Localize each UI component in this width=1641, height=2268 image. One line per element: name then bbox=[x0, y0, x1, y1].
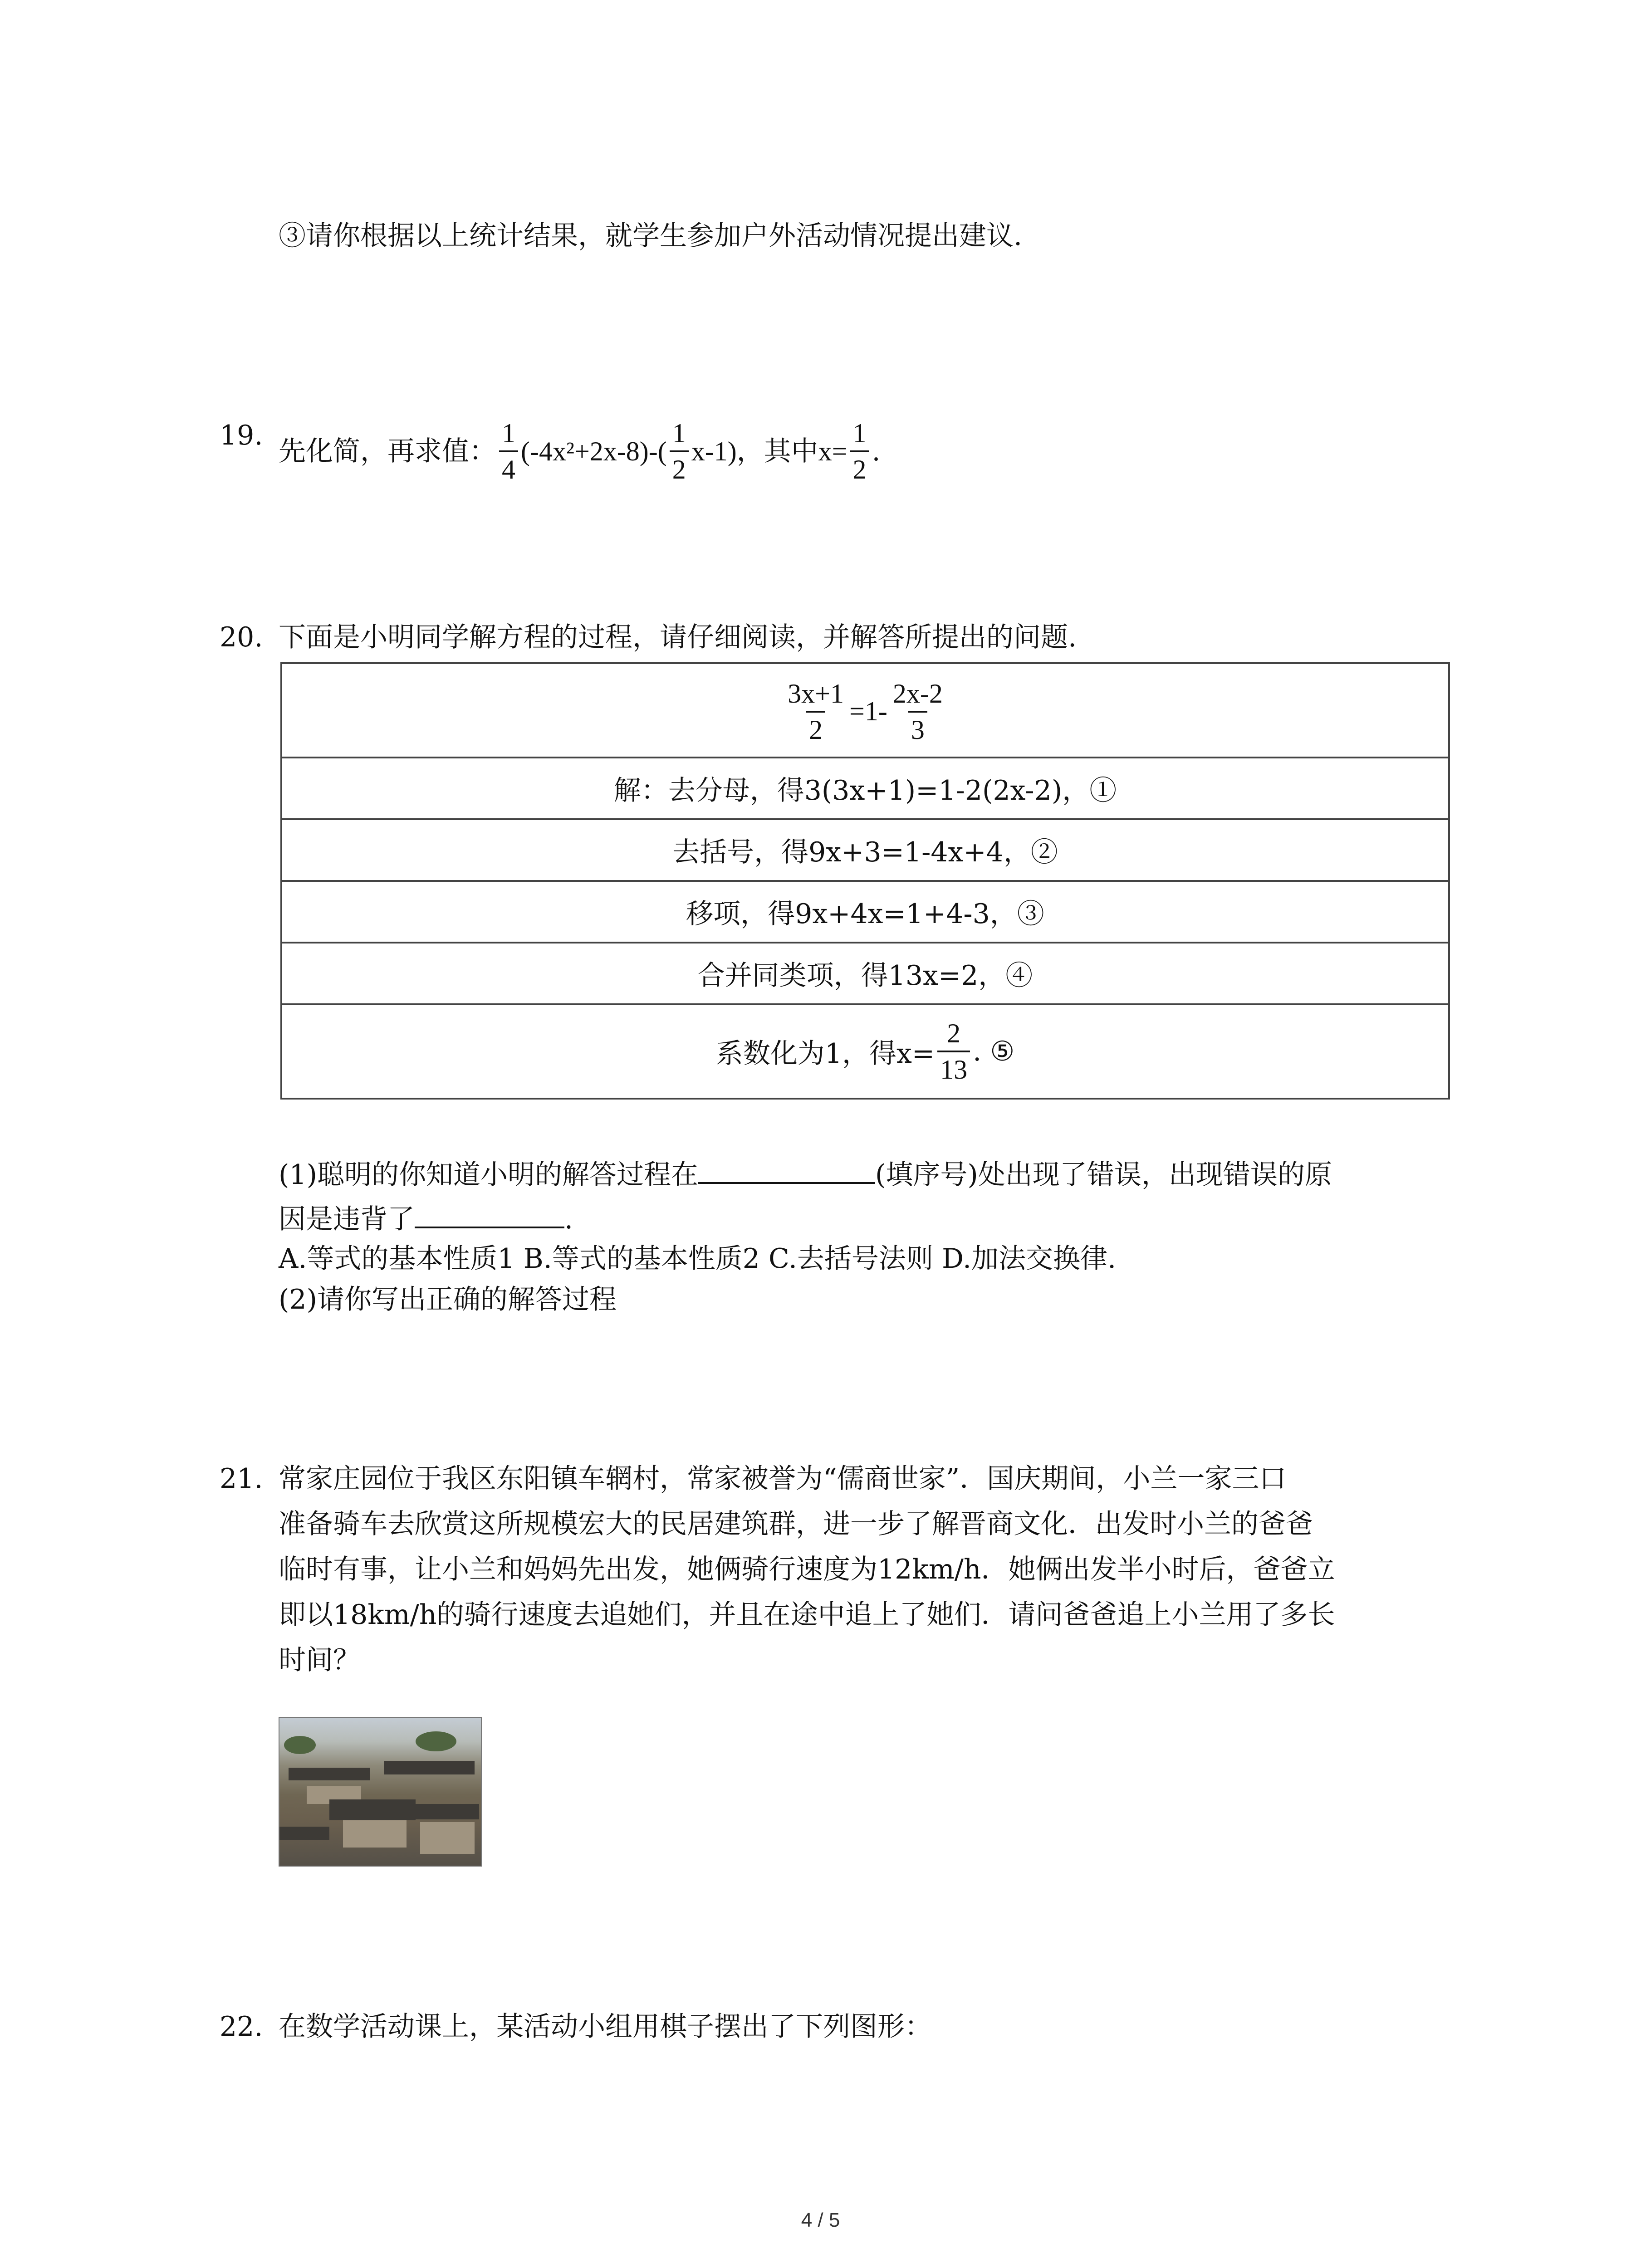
q20-step-row bbox=[281, 943, 1449, 1004]
page-number: 4 / 5 bbox=[801, 2209, 840, 2231]
q21-line: 即以18km/h的骑行速度去追她们，并且在途中追上了她们．请问爸爸追上小兰用了多长 bbox=[279, 1599, 1335, 1631]
q18-item3: ③请你根据以上统计结果，就学生参加户外活动情况提出建议. bbox=[279, 220, 1023, 252]
q20-step-row bbox=[281, 758, 1449, 819]
q20-blank-reason[interactable] bbox=[415, 1199, 564, 1228]
q19-statement bbox=[279, 413, 881, 490]
q19-fraction-1-4: $\frac{1}{4}$ bbox=[499, 420, 518, 483]
chang-family-manor-photo bbox=[279, 1717, 482, 1867]
q21-line: 临时有事，让小兰和妈妈先出发，她俩骑行速度为12km/h．她俩出发半小时后，爸爸立 bbox=[279, 1554, 1335, 1585]
q20-part2: (2)请你写出正确的解答过程 bbox=[279, 1284, 617, 1315]
q20-step-row bbox=[281, 1004, 1449, 1099]
q20-part1-line2: 因是违背了 . bbox=[279, 1197, 573, 1242]
q20-step5-prefix: 系数化为1，得x= bbox=[715, 1038, 935, 1070]
q21-line: 准备骑车去欣赏这所规模宏大的民居建筑群，进一步了解晋商文化．出发时小兰的爸爸 bbox=[279, 1508, 1313, 1540]
q20-equation-mid: =1- bbox=[849, 696, 887, 726]
q20-left-fraction: $\frac{3x+1}{2}$ bbox=[788, 678, 844, 745]
q20-right-fraction: $\frac{2x-2}{3}$ bbox=[892, 678, 943, 745]
q19-expr1: (-4x²+2x-8)-( bbox=[521, 436, 667, 466]
q21-line: 常家庄园位于我区东阳镇车辋村，常家被誉为“儒商世家”．国庆期间，小兰一家三口 bbox=[279, 1463, 1287, 1495]
q20-number: 20. bbox=[220, 621, 263, 653]
q19-expr2: x-1)，其中x= bbox=[691, 436, 847, 466]
q20-part1-line1: (1)聪明的你知道小明的解答过程在 (填序号)处出现了错误，出现错误的原 bbox=[279, 1152, 1332, 1198]
q19-number: 19. bbox=[220, 420, 263, 451]
q20-step-row bbox=[281, 819, 1449, 881]
q20-equation-row bbox=[281, 663, 1449, 758]
q20-step-3: 移项，得9x+4x=1+4-3，③ bbox=[281, 881, 1449, 943]
q20-step-4: 合并同类项，得13x=2，④ bbox=[281, 943, 1449, 1004]
q20-solution-table bbox=[280, 662, 1450, 1100]
q20-step5-suffix: . ⑤ bbox=[973, 1036, 1015, 1067]
q19-lead: 先化简，再求值： bbox=[279, 435, 496, 467]
q19-fraction-1-2b: $\frac{1}{2}$ bbox=[850, 420, 869, 483]
q22-text: 在数学活动课上，某活动小组用棋子摆出了下列图形： bbox=[279, 2011, 932, 2043]
q20-step-2: 去括号，得9x+3=1-4x+4，② bbox=[281, 819, 1449, 881]
q20-step-1: 解：去分母，得3(3x+1)=1-2(2x-2)，① bbox=[281, 758, 1449, 819]
q20-intro: 下面是小明同学解方程的过程，请仔细阅读，并解答所提出的问题. bbox=[279, 621, 1077, 653]
q21-number: 21. bbox=[220, 1463, 263, 1495]
q20-step-row bbox=[281, 881, 1449, 943]
q20-blank-step[interactable] bbox=[698, 1155, 875, 1184]
q20-step5-fraction: $\frac{2}{13}$ bbox=[937, 1020, 970, 1083]
q22-number: 22. bbox=[220, 2011, 263, 2043]
q19-end: . bbox=[872, 435, 881, 467]
q19-fraction-1-2a: $\frac{1}{2}$ bbox=[670, 420, 689, 483]
q20-options: A.等式的基本性质1 B.等式的基本性质2 C.去括号法则 D.加法交换律. bbox=[279, 1243, 1117, 1275]
q21-line: 时间？ bbox=[279, 1644, 360, 1676]
